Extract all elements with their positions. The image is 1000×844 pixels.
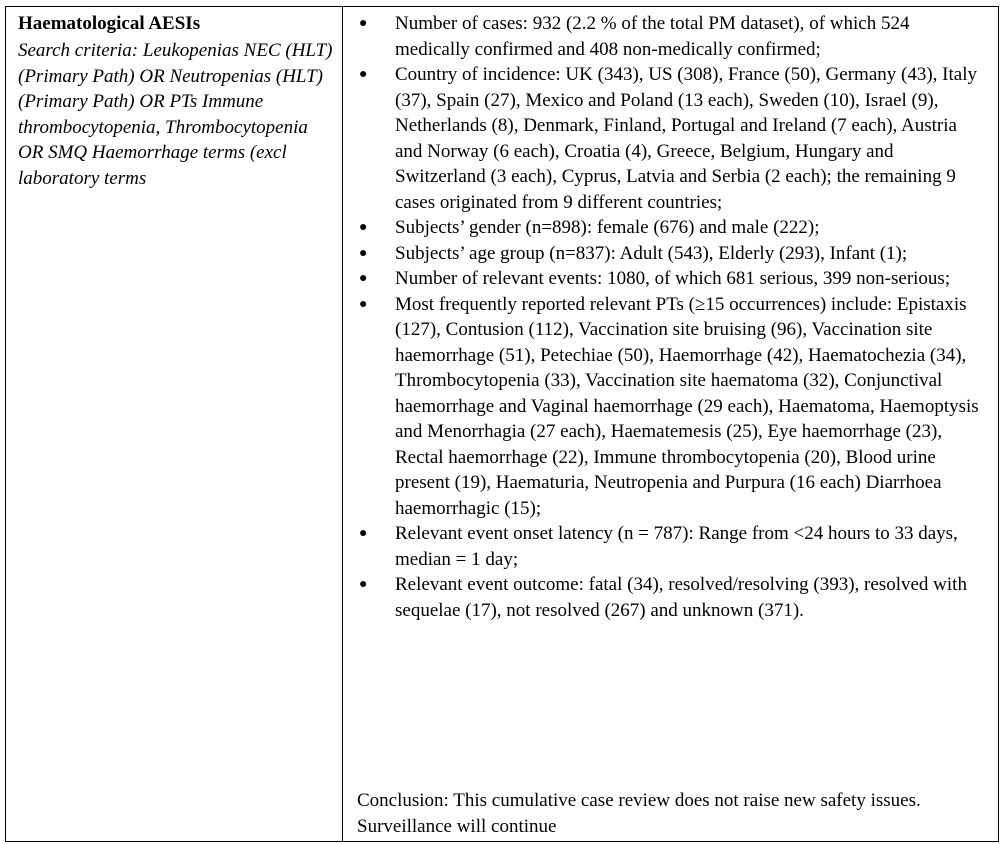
search-criteria: Search criteria: Leukopenias NEC (HLT) (Primary Path) OR Neutropenias (HLT) (Primary Path) OR PTs Immune thrombocytopenia, Thrombocytopenia OR SMQ Haemorrhage terms (excl laboratory terms xyxy=(18,40,333,189)
list-item-text: Most frequently reported relevant PTs (≥15 occurrences) include: Epistaxis (127), Contusion (112), Vaccination site bruising (96), Vaccination site haemorrhage (51), Petechiae (50), Haemorrhage (42), Haematochezia (34), Thrombocytopenia (33), Vaccination site haematoma (32), Conjunctival haemorrhage and Vaginal haemorrhage (29 each), Haematoma, Haemoptysis and Menorrhagia (27 each), Haematemesis (25), Eye haemorrhage (23), Rectal haemorrhage (22), Immune thrombocytopenia (20), Blood urine present (19), Haematuria, Neutropenia and Purpura (16 each) Diarrhoea haemorrhagic (15); xyxy=(395,293,979,519)
list-item-text: Country of incidence: UK (343), US (308), France (50), Germany (43), Italy (37), Spain (27), Mexico and Poland (13 each), Sweden (10), Israel (9), Netherlands (8), Denmark, Finland, Portugal and Ireland (7 each), Austria and Norway (6 each), Croatia (4), Greece, Belgium, Hungary and Switzerland (3 each), Cyprus, Latvia and Serbia (2 each); the remaining 9 cases originated from 9 different countries; xyxy=(395,64,977,213)
list-item-text: Relevant event outcome: fatal (34), resolved/resolving (393), resolved with sequelae (17), not resolved (267) and unknown (371). xyxy=(395,574,967,621)
list-item xyxy=(357,292,988,522)
section-title: Haematological AESIs xyxy=(18,13,201,34)
list-item-text: Number of relevant events: 1080, of which 681 serious, 399 non-serious; xyxy=(395,268,951,289)
list-item-text: Subjects’ age group (n=837): Adult (543), Elderly (293), Infant (1); xyxy=(395,242,908,264)
list-item xyxy=(357,62,988,215)
list-item xyxy=(357,215,988,241)
list-item xyxy=(357,521,988,572)
bullet-icon: ● xyxy=(359,220,368,235)
bullet-icon: ● xyxy=(359,16,368,31)
bullet-icon: ● xyxy=(359,296,368,312)
category-cell xyxy=(6,7,343,841)
bullet-icon: ● xyxy=(359,577,368,592)
list-item xyxy=(357,572,988,623)
findings-list xyxy=(357,11,988,623)
bullet-icon: ● xyxy=(359,526,368,541)
list-item-text: Relevant event onset latency (n = 787): Range from <24 hours to 33 days, median = 1 day; xyxy=(395,523,958,570)
list-item xyxy=(357,11,988,62)
list-item-text: Subjects’ gender (n=898): female (676) and male (222); xyxy=(395,217,820,238)
list-item xyxy=(357,241,988,267)
list-item-text: Number of cases: 932 (2.2 % of the total PM dataset), of which 524 medically confirmed and 408 non-medically confirmed; xyxy=(395,13,910,60)
conclusion-text: Conclusion: This cumulative case review does not raise new safety issues. Surveillance will continue xyxy=(357,790,921,837)
bullet-icon: ● xyxy=(359,245,368,261)
findings-cell xyxy=(343,7,998,841)
aesi-table xyxy=(5,6,999,842)
bullet-icon: ● xyxy=(359,271,368,286)
bullet-icon: ● xyxy=(359,67,368,82)
list-item xyxy=(357,266,988,292)
